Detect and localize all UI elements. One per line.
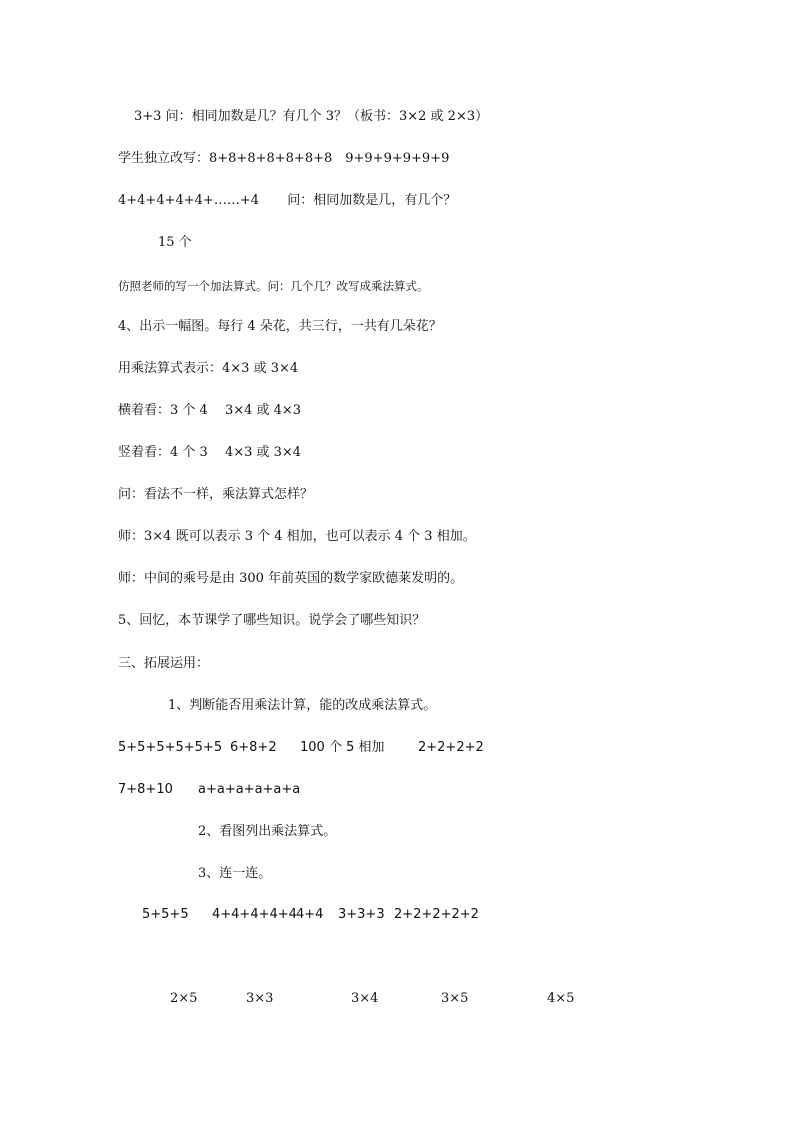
connect-sum: 4+4 bbox=[296, 907, 324, 922]
connect-product: 4×5 bbox=[547, 991, 575, 1006]
connect-product: 3×4 bbox=[351, 991, 379, 1006]
judge-item: a+a+a+a+a+a bbox=[198, 782, 301, 797]
line-vertical-view: 竖着看：4 个 3 4×3 或 3×4 bbox=[118, 445, 302, 460]
line-connect-task: 3、连一连。 bbox=[198, 866, 272, 881]
line-sum-of-fours bbox=[118, 192, 456, 210]
connect-sum: 2+2+2+2+2 bbox=[394, 907, 479, 922]
judge-item: 5+5+5+5+5+5 bbox=[118, 740, 223, 755]
line-imitate: 仿照老师的写一个加法算式。问：几个几？改写成乘法算式。 bbox=[118, 279, 429, 293]
line-question-views: 问：看法不一样，乘法算式怎样？ bbox=[118, 487, 314, 502]
judge-item: 100 个 5 相加 bbox=[300, 740, 385, 755]
line-flower-picture: 4、出示一幅图。每行 4 朵花，共三行，一共有几朵花？ bbox=[118, 319, 442, 334]
line-teacher-explain: 师：3×4 既可以表示 3 个 4 相加，也可以表示 4 个 3 相加。 bbox=[118, 529, 476, 544]
line-horizontal-view: 横着看：3 个 4 3×4 或 4×3 bbox=[118, 403, 302, 418]
connect-product: 3×3 bbox=[246, 991, 274, 1006]
line-picture-task: 2、看图列出乘法算式。 bbox=[198, 824, 337, 839]
connect-product: 2×5 bbox=[170, 991, 198, 1006]
line-multiplication-expression: 用乘法算式表示：4×3 或 3×4 bbox=[118, 361, 299, 376]
line-rewrite-task: 学生独立改写：8+8+8+8+8+8+8 9+9+9+9+9+9 bbox=[118, 151, 450, 166]
sum-of-fours-expression: 4+4+4+4+4+……+4 bbox=[118, 193, 259, 208]
connect-sum: 4+4+4+4+4 bbox=[212, 907, 297, 922]
line-judge-task: 1、判断能否用乘法计算，能的改成乘法算式。 bbox=[168, 698, 437, 713]
line-teacher-history: 师：中间的乘号是由 300 年前英国的数学家欧德莱发明的。 bbox=[118, 571, 464, 586]
judge-item: 2+2+2+2 bbox=[418, 740, 484, 755]
line-board-notes: 3+3 问：相同加数是几？有几个 3？（板书：3×2 或 2×3） bbox=[134, 109, 489, 124]
judge-item: 7+8+10 bbox=[118, 782, 173, 797]
connect-sum: 3+3+3 bbox=[338, 907, 385, 922]
line-fifteen: 15 个 bbox=[158, 235, 192, 250]
connect-product: 3×5 bbox=[441, 991, 469, 1006]
sum-of-fours-question: 问：相同加数是几，有几个？ bbox=[287, 193, 457, 208]
line-review: 5、回忆，本节课学了哪些知识。说学会了哪些知识？ bbox=[118, 613, 426, 628]
connect-sum: 5+5+5 bbox=[142, 907, 189, 922]
judge-item: 6+8+2 bbox=[230, 740, 277, 755]
section-heading-extension: 三、拓展运用： bbox=[118, 656, 210, 671]
